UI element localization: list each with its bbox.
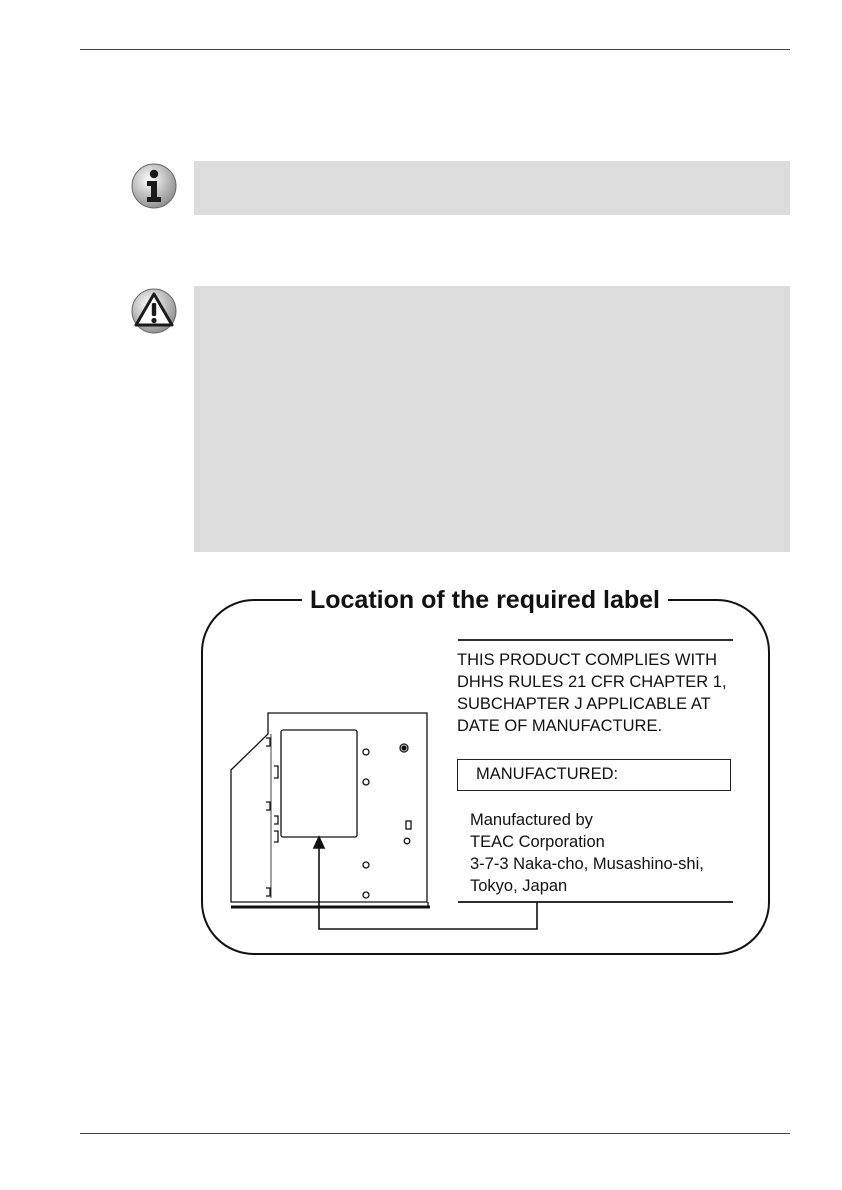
manufacturer-line: 3-7-3 Naka-cho, Musashino-shi, — [470, 855, 704, 873]
manufacturer-line: TEAC Corporation — [470, 833, 605, 851]
info-note-box — [194, 161, 790, 215]
caution-note-box — [194, 286, 790, 552]
header-rule — [80, 49, 790, 50]
label-location-figure — [200, 580, 772, 958]
manufacturer-line: Manufactured by — [470, 811, 593, 829]
info-icon — [130, 162, 178, 215]
footer-rule — [80, 1133, 790, 1134]
caution-icon — [130, 287, 178, 340]
manufactured-box: MANUFACTURED: — [457, 759, 731, 791]
compliance-line: DATE OF MANUFACTURE. — [457, 717, 663, 735]
compliance-line: THIS PRODUCT COMPLIES WITH — [457, 651, 718, 669]
compliance-line: SUBCHAPTER J APPLICABLE AT — [457, 695, 711, 713]
compliance-line: DHHS RULES 21 CFR CHAPTER 1, — [457, 673, 727, 691]
optical-drive-drawing — [231, 713, 430, 908]
figure-title: Location of the required label — [302, 584, 668, 616]
manufacturer-line: Tokyo, Japan — [470, 877, 568, 895]
